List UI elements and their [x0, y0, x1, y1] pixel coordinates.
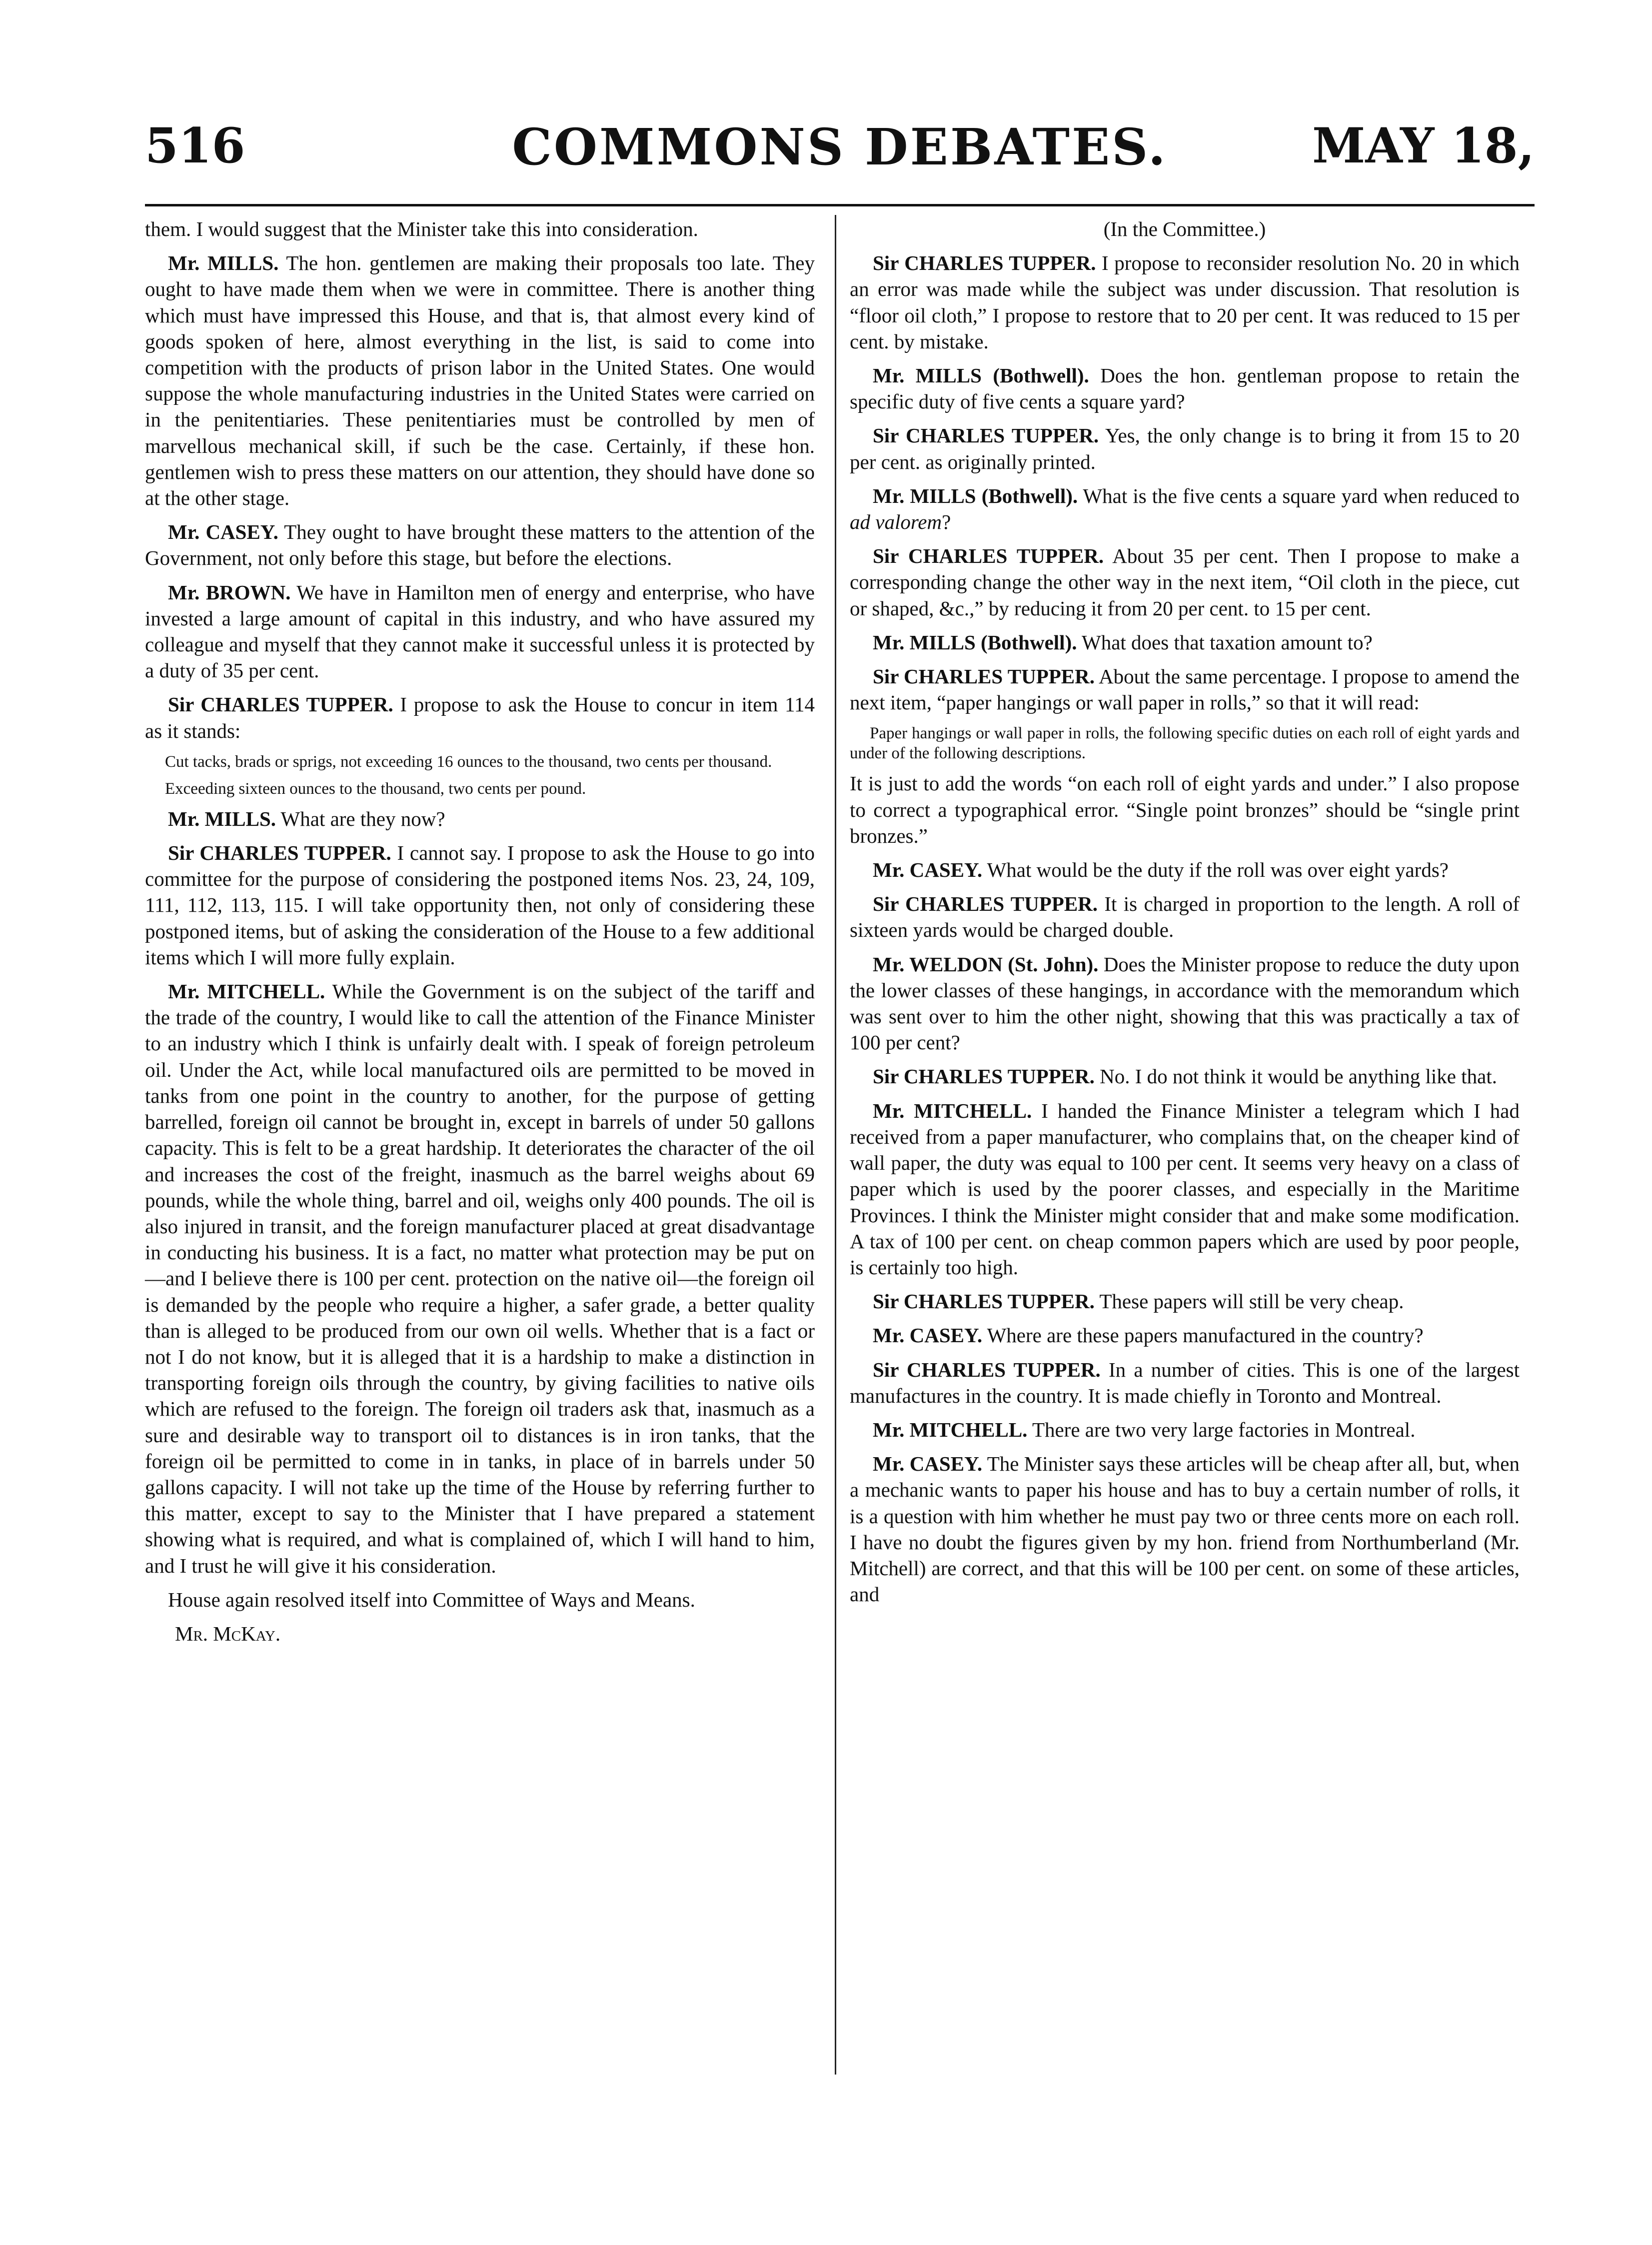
- paragraph: Sir CHARLES TUPPER. I cannot say. I propose to ask the House to go into committee for the purpose of considering the postponed items Nos. 23, 24, 109, 111, 112, 113, 115. I will take opportunity then, not only of considering these postponed items, but of asking the consideration of the House to a few additional items which I will more fully explain.: [145, 841, 815, 969]
- speaker-name: Sir CHARLES TUPPER.: [873, 665, 1095, 688]
- tariff-quote: Cut tacks, brads or sprigs, not exceeding 16 ounces to the thousand, two cents per thousand.: [165, 752, 772, 771]
- paragraph: Sir CHARLES TUPPER. No. I do not think it would be anything like that.: [873, 1065, 1497, 1088]
- paragraph: Sir CHARLES TUPPER. About 35 per cent. Then I propose to make a corresponding change the other way in the next item, “Oil cloth in the piece, cut or shaped, &c.,” by reducing it from 20 per cent. to 15 per cent.: [850, 544, 1520, 620]
- paragraph: Mr. MILLS (Bothwell). What is the five cents a square yard when reduced to ad valorem?: [850, 484, 1520, 534]
- speaker-name: Mr. MILLS.: [168, 807, 276, 830]
- speaker-name: Sir CHARLES TUPPER.: [168, 841, 391, 865]
- paragraph: It is just to add the words “on each roll of eight yards and under.” I also propose to correct a typographical error. “Single point bronzes” should be “single print bronzes.”: [850, 772, 1520, 847]
- paragraph: Sir CHARLES TUPPER. About the same percentage. I propose to amend the next item, “paper hangings or wall paper in rolls,” so that it will read:: [850, 665, 1520, 714]
- paragraph: Mr. MITCHELL. I handed the Finance Minister a telegram which I had received from a paper manufacturer, who complains that, on the cheaper kind of wall paper, the duty was equal to 100 per cent. It seems very heavy on a class of paper which is used by the poorer classes, and especially in the Maritime Provinces. I think the Minister might consider that and make some modification. A tax of 100 per cent. on cheap common papers which are used by poor people, is certainly too high.: [850, 1099, 1520, 1279]
- page-title: COMMONS DEBATES.: [512, 117, 1168, 176]
- speaker-name: Sir CHARLES TUPPER.: [873, 1290, 1095, 1313]
- speaker-name: Sir CHARLES TUPPER.: [873, 424, 1099, 447]
- speaker-name: Mr. CASEY.: [168, 520, 278, 544]
- paragraph: Mr. MILLS. What are they now?: [168, 807, 445, 830]
- column-divider: [835, 215, 836, 2075]
- page-header: [145, 117, 1535, 187]
- speaker-name: Mr. MITCHELL.: [168, 980, 325, 1003]
- speaker-name: Mr. CASEY.: [873, 858, 983, 882]
- speaker-name: Sir CHARLES TUPPER.: [873, 544, 1104, 568]
- paragraph: Mr. MITCHELL. While the Government is on the subject of the tariff and the trade of the country, I would like to call the attention of the Finance Minister to an industry which I think is unfairly dealt with. I speak of foreign petroleum oil. Under the Act, while local manufactured oils are permitted to be moved in tanks from one point in the country to another, for the purpose of getting barrelled, foreign oil cannot be brought in, except in barrels of under 50 gallons capacity. This is felt to be a great hardship. It deteriorates the character of the oil and increases the cost of the freight, inasmuch as the barrel weighs about 69 pounds, while the whole thing, barrel and oil, weighs only 400 pounds. The oil is also injured in transit, and the foreign manufacturer placed at great disadvantage in conducting his business. It is a fact, no matter what protection may be put on—and I believe there is 100 per cent. protection on the native oil—the foreign oil is demanded by the people who require a higher, a safer grade, a better quality than is alleged to be produced from our own oil wells. Whether that is a fact or not I do not know, but it is alleged that it is a hardship to make a distinction in transporting foreign oils through the country, by giving facilities to native oils which are refused to the foreign. The foreign oil traders ask that, inasmuch as a sure and desirable way to transport oil to distances is in iron tanks, that the foreign oil be permitted to come in in tanks, in place of in barrels under 50 gallons capacity. I will not take up the time of the House by referring further to this matter, except to say to the Minister that I have prepared a statement showing what is required, and what is complained of, which I will hand to him, and I trust he will give it his consideration.: [145, 980, 815, 1577]
- tariff-quote: Paper hangings or wall paper in rolls, the following specific duties on each roll of eight yards and under of the following descriptions.: [850, 724, 1520, 763]
- speaker-name: Mr. BROWN.: [168, 580, 291, 604]
- paragraph: House again resolved itself into Committee of Ways and Means.: [168, 1588, 695, 1611]
- speaker-name: Sir CHARLES TUPPER.: [873, 1358, 1101, 1381]
- speaker-name: Sir CHARLES TUPPER.: [873, 892, 1098, 916]
- paragraph: Sir CHARLES TUPPER. These papers will still be very cheap.: [873, 1290, 1404, 1313]
- page-number: 516: [145, 117, 245, 174]
- speaker-name: Mr. MILLS (Bothwell).: [873, 364, 1089, 387]
- speaker-name: Mr. CASEY.: [873, 1452, 983, 1476]
- speaker-name: Sir CHARLES TUPPER.: [873, 1065, 1095, 1088]
- paragraph: Sir CHARLES TUPPER. In a number of cities. This is one of the largest manufactures in the country. It is made chiefly in Toronto and Montreal.: [850, 1358, 1520, 1407]
- paragraph: Mr. MILLS. The hon. gentlemen are making their proposals too late. They ought to have made them when we were in committee. There is another thing which must have impressed this House, and that is, that almost every kind of goods spoken of here, almost everything in the list, is said to come into competition with the products of prison labor in the United States. One would suppose the whole manufacturing industries in the United States were carried on in the penitentiaries. These penitentiaries must be controlled by men of marvellous mechanical skill, if such be the case. Certainly, if these hon. gentlemen wish to press these matters on our attention, they should have done so at the other stage.: [145, 251, 815, 510]
- paragraph: Mr. WELDON (St. John). Does the Minister propose to reduce the duty upon the lower classes of these hangings, in accordance with the memorandum which was sent over to him the other night, showing that this was practically a tax of 100 per cent?: [850, 952, 1520, 1054]
- speaker-name: Sir CHARLES TUPPER.: [873, 251, 1096, 275]
- paragraph: Mr. MILLS (Bothwell). Does the hon. gentleman propose to retain the specific duty of five cents a square yard?: [850, 364, 1520, 413]
- paragraph: Mr. MITCHELL. There are two very large factories in Montreal.: [873, 1418, 1416, 1441]
- speaker-name: Mr. CASEY.: [873, 1324, 983, 1347]
- speaker-name: Mr. MITCHELL.: [873, 1099, 1032, 1122]
- speaker-name: Mr. WELDON (St. John).: [873, 952, 1099, 976]
- paragraph: them. I would suggest that the Minister take this into consideration.: [145, 217, 698, 240]
- paragraph: Mr. CASEY. The Minister says these articles will be cheap after all, but, when a mechanic wants to paper his house and has to buy a certain number of rolls, it is a question with him whether he must pay two or three cents more on each roll. I have no doubt the figures given by my hon. friend from Northumberland (Mr. Mitchell) are correct, and that this will be 100 per cent. on some of these articles, and: [850, 1452, 1520, 1606]
- paragraph: Sir CHARLES TUPPER. I propose to ask the House to concur in item 114 as it stands:: [145, 693, 815, 742]
- right-column: [850, 216, 1520, 1615]
- paragraph: Mr. CASEY. They ought to have brought these matters to the attention of the Government, not only before this stage, but before the elections.: [145, 520, 815, 570]
- paragraph: Mr. CASEY. Where are these papers manufactured in the country?: [873, 1324, 1424, 1347]
- left-column: [145, 216, 815, 1655]
- speaker-name: Sir CHARLES TUPPER.: [168, 693, 393, 716]
- page-date: MAY 18,: [1312, 117, 1535, 174]
- speaker-name: Mr. McKay.: [175, 1622, 281, 1645]
- speaker-name: Mr. MILLS (Bothwell).: [873, 630, 1077, 654]
- tariff-quote: Exceeding sixteen ounces to the thousand, two cents per pound.: [165, 779, 586, 798]
- paragraph: Mr. MILLS (Bothwell). What does that taxation amount to?: [873, 630, 1373, 654]
- paragraph: Sir CHARLES TUPPER. It is charged in proportion to the length. A roll of sixteen yards would be charged double.: [850, 892, 1520, 942]
- paragraph: Sir CHARLES TUPPER. Yes, the only change is to bring it from 15 to 20 per cent. as originally printed.: [850, 424, 1520, 473]
- speaker-name: Mr. MILLS.: [168, 251, 279, 275]
- section-heading: (In the Committee.): [1103, 217, 1266, 240]
- speaker-name: Mr. MILLS (Bothwell).: [873, 484, 1078, 507]
- speaker-name: Mr. MITCHELL.: [873, 1418, 1028, 1441]
- paragraph: Mr. BROWN. We have in Hamilton men of energy and enterprise, who have invested a large amount of capital in this industry, and who have assured my colleague and myself that they cannot make it successful unless it is protected by a duty of 35 per cent.: [145, 580, 815, 682]
- paragraph: Mr. CASEY. What would be the duty if the roll was over eight yards?: [873, 858, 1449, 882]
- header-rule: [145, 204, 1535, 206]
- paragraph: Sir CHARLES TUPPER. I propose to reconsider resolution No. 20 in which an error was made while the subject was under discussion. That resolution is “floor oil cloth,” I propose to restore that to 20 per cent. It was reduced to 15 per cent. by mistake.: [850, 251, 1520, 353]
